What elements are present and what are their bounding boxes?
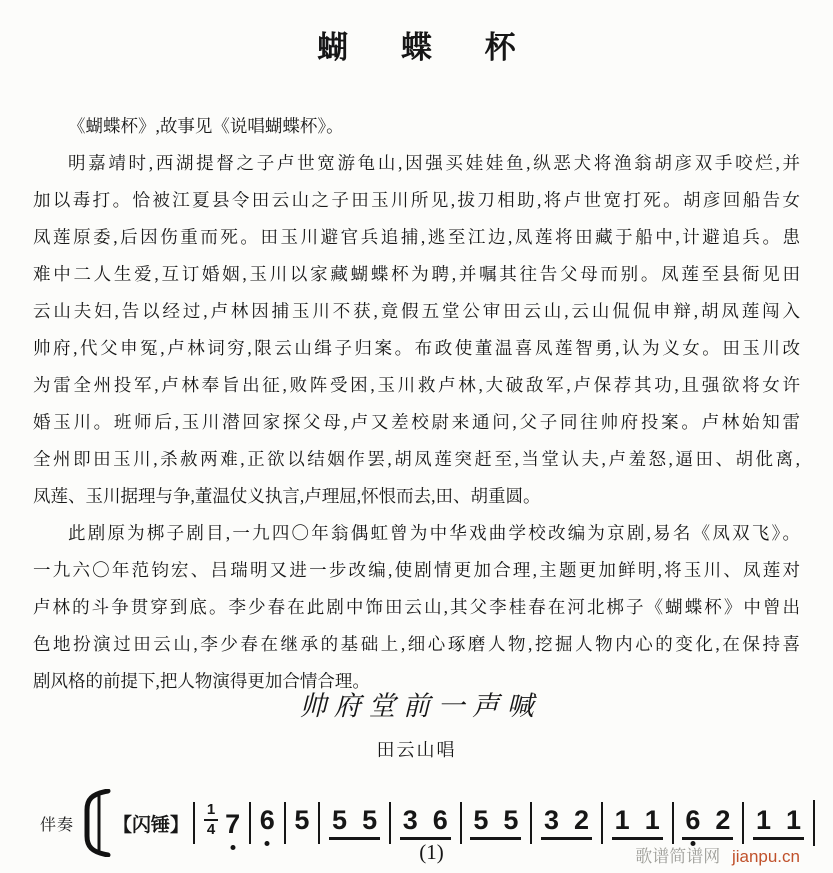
jianpu-note xyxy=(259,804,275,835)
time-signature-numerator: 1 xyxy=(206,801,216,819)
measure xyxy=(252,804,283,840)
jianpu-note xyxy=(644,804,660,835)
beamed-note-group xyxy=(470,804,521,840)
body-text-line: 此剧原为梆子剧目,一九四〇年翁偶虹曾为中华戏曲学校改编为京剧,易名《凤双飞》。 xyxy=(68,523,800,543)
body-text-line: 《蝴蝶杯》,故事见《说唱蝴蝶杯》。 xyxy=(68,116,344,136)
note-digit: 6 xyxy=(685,804,701,835)
measure xyxy=(321,804,388,840)
time-signature xyxy=(204,802,218,838)
barline xyxy=(389,802,391,844)
jianpu-note xyxy=(755,804,772,835)
watermark-site-name: 歌谱简谱网 xyxy=(635,847,721,866)
percussion-pattern-label: 【闪锤】 xyxy=(113,814,190,836)
song-title: 帅府堂前一声喊 xyxy=(299,691,542,721)
note-digit: 5 xyxy=(332,804,348,835)
note-digit: 1 xyxy=(614,804,630,835)
measure xyxy=(462,804,529,840)
body-text-line: 色地扮演过田云山,李少春在继承的基础上,细心琢磨人物,挖掘人物内心的变化,在保持喜 xyxy=(33,634,800,654)
note-digit: 6 xyxy=(259,804,275,835)
note-digit: 1 xyxy=(786,804,802,835)
jianpu-note xyxy=(614,804,630,835)
jianpu-note xyxy=(715,804,731,835)
synopsis-text xyxy=(33,108,800,700)
note-digit: 3 xyxy=(544,804,560,835)
beamed-note-group xyxy=(682,804,733,840)
note-digit: 3 xyxy=(402,804,418,835)
barline xyxy=(601,802,603,844)
note-group xyxy=(294,804,310,840)
note-digit: 2 xyxy=(574,804,590,835)
body-text-line: 明嘉靖时,西湖提督之子卢世宽游龟山,因强买娃娃鱼,纵恶犬将渔翁胡彦双手咬烂,并 xyxy=(68,153,800,173)
jianpu-note xyxy=(332,804,348,835)
jianpu-note xyxy=(786,804,802,835)
measure xyxy=(533,804,600,840)
barline xyxy=(530,802,532,844)
beamed-note-group xyxy=(541,804,592,840)
barline xyxy=(284,802,286,844)
time-signature-denominator: 4 xyxy=(204,819,218,838)
barline xyxy=(672,802,674,844)
body-text-line: 凤莲原委,后因伤重而死。田玉川避官兵追捕,逃至江边,凤莲将田藏于船中,计避追兵。患 xyxy=(33,227,800,247)
page-title: 蝴蝶杯 xyxy=(317,30,569,65)
body-text-line: 剧风格的前提下,把人物演得更加合情合理。 xyxy=(33,671,370,691)
jianpu-note xyxy=(362,804,378,835)
note-digit: 5 xyxy=(473,804,489,835)
note-digit: 5 xyxy=(503,804,519,835)
note-digit: 7 xyxy=(225,808,241,839)
note-digit: 6 xyxy=(432,804,448,835)
jianpu-note xyxy=(473,804,489,835)
jianpu-note xyxy=(503,804,519,835)
jianpu-note xyxy=(544,804,560,835)
body-text-line: 为雷全州投军,卢林奉旨出征,败阵受困,玉川救卢林,大破敌军,卢保荐其功,且强欲将女许 xyxy=(33,375,800,395)
measure xyxy=(674,804,741,840)
beamed-note-group xyxy=(329,804,380,840)
watermark-brand: jianpu.cn xyxy=(731,847,800,866)
jianpu-note xyxy=(294,804,310,835)
page-number: (1) xyxy=(419,840,444,864)
measure xyxy=(745,804,812,840)
barline xyxy=(460,802,462,844)
watermark xyxy=(635,842,800,867)
note-digit: 1 xyxy=(644,804,660,835)
body-text-line: 帅府,代父申冤,卢林词穷,限云山缉子归案。布政使董温喜凤莲智勇,认为义女。田玉川改 xyxy=(33,338,800,358)
measure xyxy=(196,802,248,844)
jianpu-note xyxy=(432,804,448,835)
measure xyxy=(604,804,671,840)
beamed-note-group xyxy=(400,804,451,840)
measure xyxy=(286,804,317,840)
note-digit: 2 xyxy=(715,804,731,835)
jianpu-note xyxy=(402,804,418,835)
barline xyxy=(742,802,744,844)
jianpu-note xyxy=(225,808,241,839)
barline xyxy=(193,802,195,844)
jianpu-note xyxy=(685,804,701,835)
note-group xyxy=(225,808,241,844)
beamed-note-group xyxy=(612,804,663,840)
jianpu-note xyxy=(574,804,590,835)
accompaniment-label: 伴奏 xyxy=(40,816,75,834)
note-digit: 5 xyxy=(362,804,378,835)
body-text-line: 全州即田玉川,杀赦两难,正欲以结姻作罢,胡凤莲突赶至,当堂认夫,卢羞怒,逼田、胡仳离, xyxy=(33,449,800,469)
barline xyxy=(318,802,320,844)
beamed-note-group xyxy=(753,804,804,840)
body-text-line: 凤莲、玉川据理与争,董温仗义执言,卢理屈,怀恨而去,田、胡重圆。 xyxy=(33,486,541,506)
body-text-line: 加以毒打。恰被江夏县令田云山之子田玉川所见,拔刀相助,将卢世宽打死。胡彦回船告女 xyxy=(33,190,800,210)
body-text-line: 卢林的斗争贯穿到底。李少春在此剧中饰田云山,其父李桂春在河北梆子《蝴蝶杯》中曾出 xyxy=(33,597,800,617)
note-digit: 5 xyxy=(294,804,310,835)
note-group xyxy=(259,804,275,840)
measure xyxy=(392,804,459,840)
body-text-line: 难中二人生爱,互订婚姻,玉川以家藏蝴蝶杯为聘,并嘱其往告父母而别。凤莲至县衙见田 xyxy=(33,264,800,284)
note-digit: 1 xyxy=(755,804,772,835)
body-text-line: 一九六〇年范钧宏、吕瑞明又进一步改编,使剧情更加合理,主题更加鲜明,将玉川、凤莲对 xyxy=(33,560,800,580)
barline xyxy=(249,802,251,844)
singer-credit: 田云山唱 xyxy=(376,740,457,760)
body-text-line: 婚玉川。班师后,玉川潜回家探父母,卢又差校尉来通问,父子同往帅府投案。卢林始知雷 xyxy=(33,412,800,432)
body-text-line: 云山夫妇,告以经过,卢林因捕玉川不获,竟假五堂公审田云山,云山侃侃申辩,胡凤莲闯入 xyxy=(33,301,800,321)
